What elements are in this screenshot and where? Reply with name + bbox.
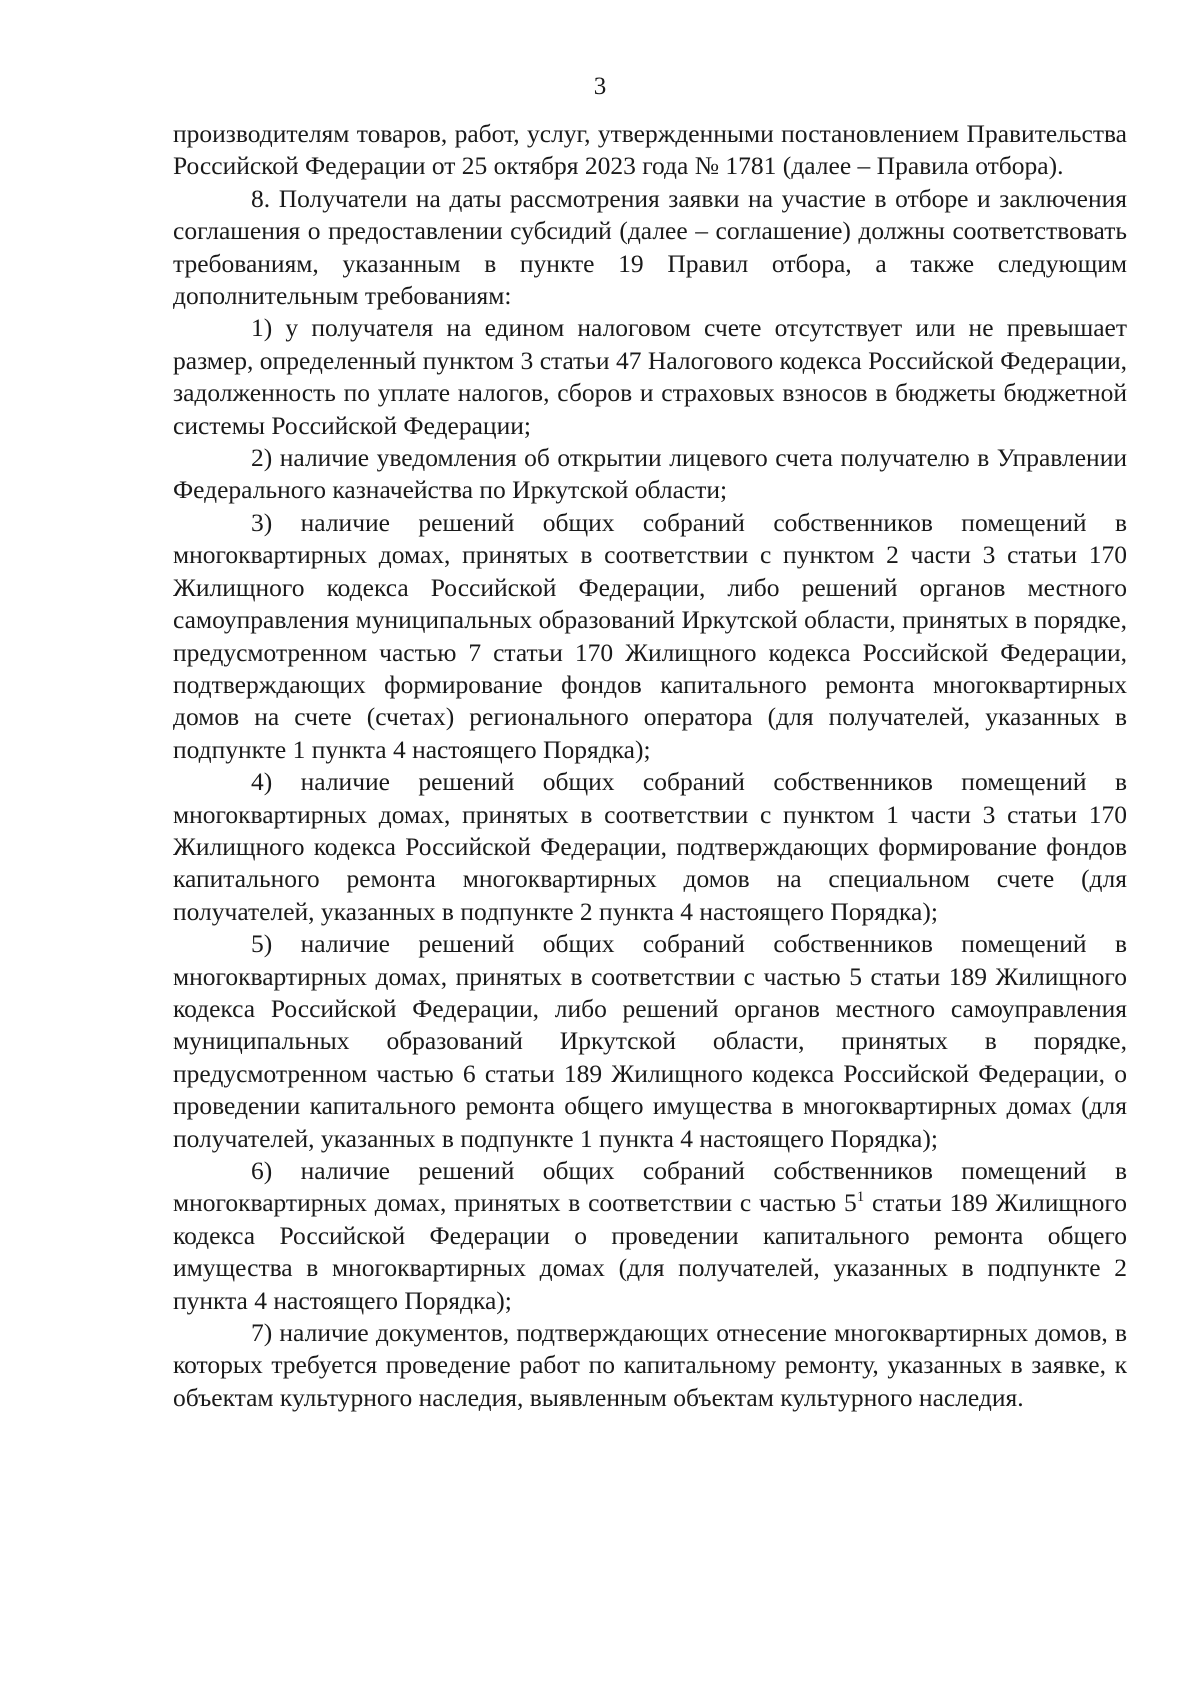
subitem-5: 5) наличие решений общих собраний собственников помещений в многоквартирных домах, принятых в соответствии с частью 5 статьи 189 Жилищного кодекса Российской Федерации, либо решений органов местного самоуправления муниципальных образований Иркутской области, принятых в порядке, предусмотренном частью 6 статьи 189 Жилищного кодекса Российской Федерации, о проведении капитального ремонта общего имущества в многоквартирных домах (для получателей, указанных в подпункте 1 пункта 4 настоящего Порядка); (173, 929, 1127, 1153)
superscript-index: 1 (856, 1189, 865, 1206)
subitem-6-text-after: статьи 189 Жилищного кодекса Российской Федерации о проведении капитального ремонта общего имущества в многоквартирных домах (для получателей, указанных в подпункте 2 пункта 4 настоящего Порядка); (173, 1188, 1127, 1315)
subitem-7: 7) наличие документов, подтверждающих отнесение многоквартирных домов, в которых требуется проведение работ по капитальному ремонту, указанных в заявке, к объектам культурного наследия, выявленным объектам культурного наследия. (173, 1318, 1127, 1412)
subitem-3: 3) наличие решений общих собраний собственников помещений в многоквартирных домах, принятых в соответствии с пунктом 2 части 3 статьи 170 Жилищного кодекса Российской Федерации, либо решений органов местного самоуправления муниципальных образований Иркутской области, принятых в порядке, предусмотренном частью 7 статьи 170 Жилищного кодекса Российской Федерации, подтверждающих формирование фондов капитального ремонта многоквартирных домов на счете (счетах) регионального оператора (для получателей, указанных в подпункте 1 пункта 4 настоящего Порядка); (173, 507, 1127, 764)
subitem-6-text-before: 6) наличие решений общих собраний собственников помещений в многоквартирных домах, принятых в соответствии с частью 5 (173, 1156, 1127, 1218)
paragraph-item-8: 8. Получатели на даты рассмотрения заявки на участие в отборе и заключения соглашения о предоставлении субсидий (далее – соглашение) должны соответствовать требованиям, указанным в пункте 19 Правил отбора, а также следующим дополнительным требованиям: (173, 183, 1127, 311)
subitem-4: 4) наличие решений общих собраний собственников помещений в многоквартирных домах, принятых в соответствии с пунктом 1 части 3 статьи 170 Жилищного кодекса Российской Федерации, подтверждающих формирование фондов капитального ремонта многоквартирных домов на специальном счете (для получателей, указанных в подпункте 2 пункта 4 настоящего Порядка); (173, 767, 1127, 926)
subitem-1: 1) у получателя на едином налоговом счете отсутствует или не превышает размер, определенный пунктом 3 статьи 47 Налогового кодекса Российской Федерации, задолженность по уплате налогов, сборов и страховых взносов в бюджеты бюджетной системы Российской Федерации; (173, 313, 1127, 440)
document-body (173, 118, 1127, 1414)
subitem-2: 2) наличие уведомления об открытии лицевого счета получателю в Управлении Федерального казначейства по Иркутской области; (173, 443, 1127, 505)
subitem-6 (173, 1155, 1127, 1317)
page-number: 3 (593, 73, 607, 100)
paragraph-continuation: производителям товаров, работ, услуг, утвержденными постановлением Правительства Российской Федерации от 25 октября 2023 года № 1781 (далее – Правила отбора). (173, 119, 1127, 181)
